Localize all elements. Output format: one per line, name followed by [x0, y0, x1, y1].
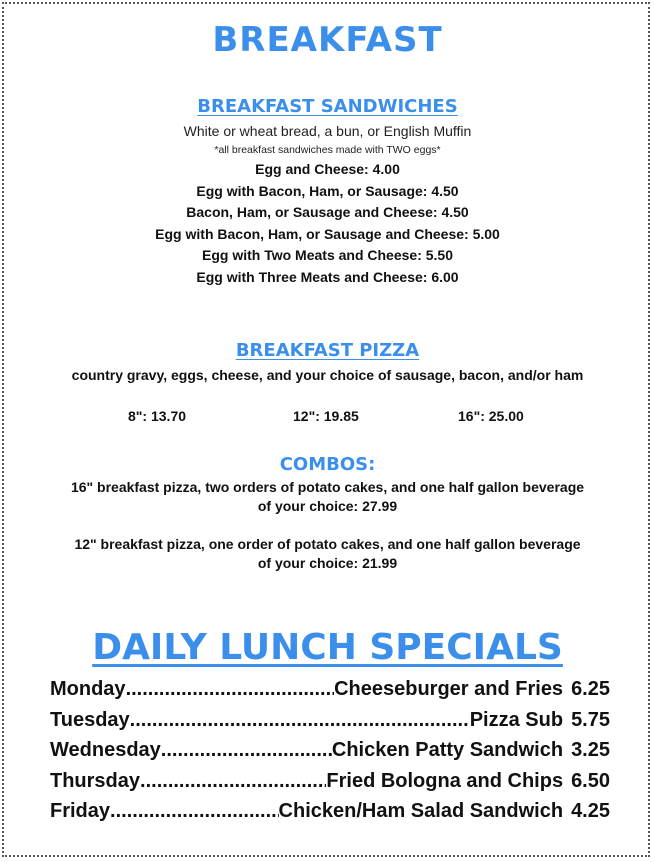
- combo-item: [0, 535, 655, 573]
- dot-leader: [161, 735, 332, 766]
- lunch-price: 5.75: [571, 708, 610, 731]
- pizza-description: country gravy, eggs, cheese, and your choice of sausage, bacon, and/or ham: [71, 367, 584, 383]
- lunch-dish: Pizza Sub: [469, 708, 564, 731]
- sandwich-item: Bacon, Ham, or Sausage and Cheese: 4.50: [186, 204, 469, 220]
- sandwich-item: Egg with Three Meats and Cheese: 6.00: [196, 268, 459, 285]
- lunch-special-row: [50, 705, 610, 736]
- sandwich-item: Egg with Two Meats and Cheese: 5.50: [201, 247, 453, 263]
- pizza-size: 8": 13.70: [128, 408, 187, 424]
- dot-leader: [126, 674, 335, 705]
- pizza-size: 12": 19.85: [293, 408, 359, 424]
- pizza-heading: BREAKFAST PIZZA: [235, 340, 420, 361]
- lunch-day: Thursday: [50, 769, 141, 792]
- lunch-specials-list: [50, 674, 610, 827]
- lunch-special-row: [50, 796, 610, 827]
- dot-leader: [140, 766, 326, 797]
- combo-line: of your choice: 21.99: [257, 555, 398, 571]
- lunch-day: Tuesday: [50, 708, 130, 731]
- lunch-day: Wednesday: [50, 739, 161, 761]
- lunch-price: 4.25: [571, 800, 610, 822]
- lunch-day: Friday: [50, 800, 111, 822]
- pizza-size: 16": 25.00: [458, 408, 524, 424]
- lunch-dish: Cheeseburger and Fries: [334, 678, 564, 700]
- pizza-sizes: [0, 408, 655, 428]
- lunch-title: DAILY LUNCH SPECIALS: [92, 627, 563, 668]
- sandwich-note: *all breakfast sandwiches made with TWO eggs*: [214, 144, 441, 156]
- dot-leader: [110, 796, 279, 827]
- combos-heading: COMBOS:: [279, 454, 376, 475]
- lunch-special-row: [50, 674, 610, 705]
- lunch-price: 6.50: [571, 769, 610, 792]
- bread-options: White or wheat bread, a bun, or English Muffin: [183, 123, 472, 139]
- lunch-special-row: [50, 735, 610, 766]
- lunch-dish: Chicken Patty Sandwich: [331, 739, 564, 761]
- combo-line: 12" breakfast pizza, one order of potato cakes, and one half gallon beverage: [74, 536, 581, 552]
- sandwich-item: Egg with Bacon, Ham, or Sausage: 4.50: [196, 182, 459, 199]
- sandwich-item: Egg and Cheese: 4.00: [255, 161, 400, 177]
- lunch-price: 3.25: [571, 739, 610, 761]
- combo-line: of your choice: 27.99: [257, 498, 398, 514]
- lunch-special-row: [50, 766, 610, 797]
- dot-leader: [130, 705, 470, 736]
- lunch-dish: Chicken/Ham Salad Sandwich: [278, 800, 564, 822]
- sandwich-list: [0, 159, 655, 288]
- combo-item: [0, 478, 655, 516]
- sandwich-item: Egg with Bacon, Ham, or Sausage and Cheese: 5.00: [155, 225, 500, 242]
- breakfast-title: BREAKFAST: [212, 20, 443, 60]
- sandwiches-heading: BREAKFAST SANDWICHES: [197, 96, 458, 117]
- lunch-day: Monday: [50, 678, 126, 700]
- combo-line: 16" breakfast pizza, two orders of potato cakes, and one half gallon beverage: [70, 479, 585, 495]
- lunch-dish: Fried Bologna and Chips: [326, 769, 564, 792]
- lunch-price: 6.25: [571, 678, 610, 700]
